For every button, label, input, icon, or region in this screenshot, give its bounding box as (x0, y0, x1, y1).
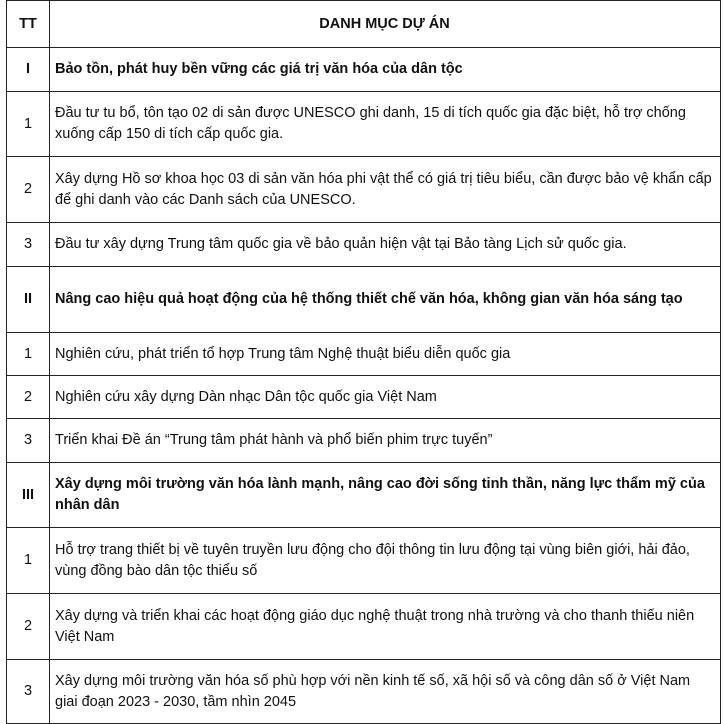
column-header-title: DANH MỤC DỰ ÁN (50, 1, 721, 48)
row-number: 2 (7, 594, 50, 660)
project-list-table (6, 0, 721, 724)
table-row (7, 528, 721, 594)
table-row (7, 333, 721, 376)
row-number: I (7, 48, 50, 92)
table-row (7, 419, 721, 463)
row-number: 3 (7, 660, 50, 724)
table-row (7, 594, 721, 660)
column-header-tt: TT (7, 1, 50, 48)
row-number: III (7, 463, 50, 528)
project-description: Xây dựng và triển khai các hoạt động giáo dục nghệ thuật trong nhà trường và cho thanh thiếu niên Việt Nam (50, 594, 721, 660)
section-row (7, 267, 721, 333)
table-header-row (7, 1, 721, 48)
project-description: Đầu tư xây dựng Trung tâm quốc gia về bảo quản hiện vật tại Bảo tàng Lịch sử quốc gia. (50, 223, 721, 267)
row-number: 3 (7, 223, 50, 267)
row-number: 1 (7, 333, 50, 376)
project-description: Triển khai Đề án “Trung tâm phát hành và phổ biến phim trực tuyến” (50, 419, 721, 463)
row-number: 2 (7, 157, 50, 223)
row-number: II (7, 267, 50, 333)
table-row (7, 157, 721, 223)
table-row (7, 223, 721, 267)
section-title: Nâng cao hiệu quả hoạt động của hệ thống thiết chế văn hóa, không gian văn hóa sáng tạo (50, 267, 721, 333)
row-number: 1 (7, 92, 50, 157)
project-description: Nghiên cứu, phát triển tổ hợp Trung tâm Nghệ thuật biểu diễn quốc gia (50, 333, 721, 376)
row-number: 1 (7, 528, 50, 594)
section-title: Bảo tồn, phát huy bền vững các giá trị văn hóa của dân tộc (50, 48, 721, 92)
row-number: 2 (7, 376, 50, 419)
table-row (7, 376, 721, 419)
row-number: 3 (7, 419, 50, 463)
section-row (7, 463, 721, 528)
table-row (7, 92, 721, 157)
project-description: Nghiên cứu xây dựng Dàn nhạc Dân tộc quốc gia Việt Nam (50, 376, 721, 419)
table-row (7, 660, 721, 724)
project-description: Hỗ trợ trang thiết bị về tuyên truyền lưu động cho đội thông tin lưu động tại vùng biên giới, hải đảo, vùng đồng bào dân tộc thiểu số (50, 528, 721, 594)
section-title: Xây dựng môi trường văn hóa lành mạnh, nâng cao đời sống tinh thần, năng lực thẩm mỹ của nhân dân (50, 463, 721, 528)
section-row (7, 48, 721, 92)
project-description: Xây dựng Hồ sơ khoa học 03 di sản văn hóa phi vật thể có giá trị tiêu biểu, cần được bảo vệ khẩn cấp để ghi danh vào các Danh sách của UNESCO. (50, 157, 721, 223)
project-description: Xây dựng môi trường văn hóa số phù hợp với nền kinh tế số, xã hội số và công dân số ở Việt Nam giai đoạn 2023 - 2030, tầm nhìn 2045 (50, 660, 721, 724)
project-description: Đầu tư tu bổ, tôn tạo 02 di sản được UNESCO ghi danh, 15 di tích quốc gia đặc biệt, hỗ trợ chống xuống cấp 150 di tích cấp quốc gia. (50, 92, 721, 157)
